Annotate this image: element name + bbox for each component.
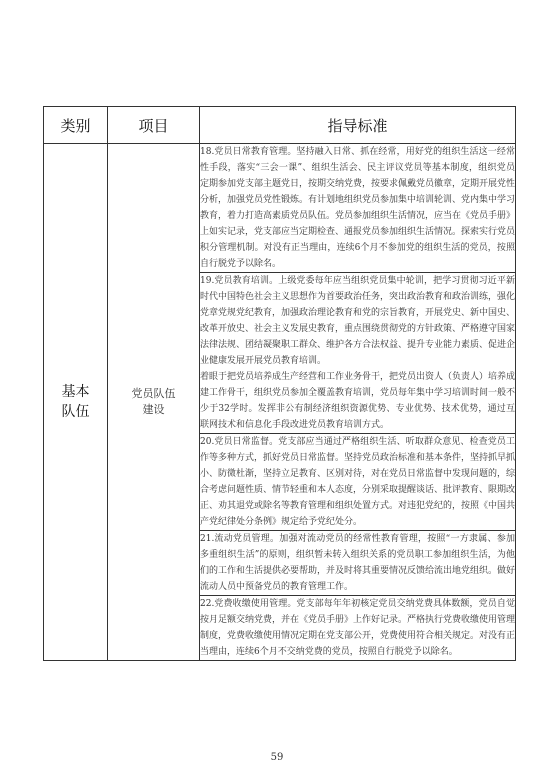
header-category: 类别 [44, 107, 108, 144]
entry-paragraph: 着眼于把党员培养成生产经营和工作业务骨干，把党员出资人（负责人）培养成建工作骨干，组织党员参加全覆盖教育培训，党员每年集中学习培训时间一般不少于32学时。发挥非公有制经济组织资源优势、专业优势、技术优势，通过互联网技术和信息化手段改进党员教育培训方式。 [200, 372, 516, 430]
standard-entry-20 [200, 434, 516, 531]
header-item: 项目 [108, 107, 200, 144]
entry-paragraph: 21.流动党员管理。加强对流动党员的经常性教育管理，按照“一方隶属、参加多重组织生活”的原则，组织暂未转入组织关系的党员职工参加组织生活，为他们的工作和生活提供必要帮助，并及时将其重要情况反馈给流出地党组织。做好流动人员中预备党员的教育管理工作。 [200, 534, 516, 592]
entry-paragraph: 20.党员日常监督。党支部应当通过严格组织生活、听取群众意见、检查党员工作等多种方式，抓好党员日常监督。坚持党员政治标准和基本条件，坚持抓早抓小、防微杜渐，坚持立足教育、区别对待，对在党员日常监督中发现问题的，综合考虑问题性质、情节轻重和本人态度，分别采取提醒谈话、批评教育、限期改正、劝其退党或除名等教育管理和组织处置方式。对违犯党纪的，按照《中国共产党纪律处分条例》规定给予党纪处分。 [200, 437, 516, 527]
table-header-row [44, 107, 516, 144]
page-number: 59 [270, 752, 284, 763]
standard-entry-19 [200, 273, 516, 434]
table-row [44, 144, 516, 273]
entry-paragraph: 22.党费收缴使用管理。党支部每年年初核定党员交纳党费具体数额，党员自觉按月足额交纳党费，并在《党员手册》上作好记录。严格执行党费收缴使用管理制度，党费收缴使用情况定期在党支部公开，党费使用符合相关规定。对没有正当理由，连续6个月不交纳党费的党员，按照自行脱党予以除名。 [200, 599, 516, 657]
standard-entry-18 [200, 144, 516, 273]
item-label: 党员队伍 建设 [131, 387, 176, 416]
category-label: 基本 队伍 [61, 384, 90, 420]
standard-entry-21 [200, 531, 516, 596]
standard-entry-22 [200, 596, 516, 661]
entry-paragraph: 19.党员教育培训。上级党委每年应当组织党员集中轮训，把学习贯彻习近平新时代中国特色社会主义思想作为首要政治任务，突出政治教育和政治训练，强化党章党规党纪教育，加强政治理论教育和党的宗旨教育，开展党史、新中国史、改革开放史、社会主义发展史教育，重点围绕贯彻党的方针政策、严格遵守国家法律法规、团结凝聚职工群众、维护各方合法权益、提升专业能力素质、促进企业健康发展开展党员教育培训。 [200, 276, 516, 366]
category-cell [44, 144, 108, 661]
item-cell [108, 144, 200, 661]
header-standard: 指导标准 [200, 107, 516, 144]
entry-paragraph: 18.党员日常教育管理。坚持融入日常、抓在经常，用好党的组织生活这一经常性手段，落实“三会一课”、组织生活会、民主评议党员等基本制度，组织党员定期参加党支部主题党日，按期交纳党费，按要求佩戴党员徽章，定期开展党性分析，加强党员党性锻炼。有计划地组织党员参加集中培训轮训、党内集中学习教育，着力打造高素质党员队伍。党员参加组织生活情况，应当在《党员手册》上如实记录，党支部应当定期检查、通报党员参加组织生活情况。探索实行党员积分管理机制。对没有正当理由，连续6个月不参加党的组织生活的党员，按照自行脱党予以除名。 [200, 147, 516, 269]
guidance-standard-table [43, 106, 516, 661]
